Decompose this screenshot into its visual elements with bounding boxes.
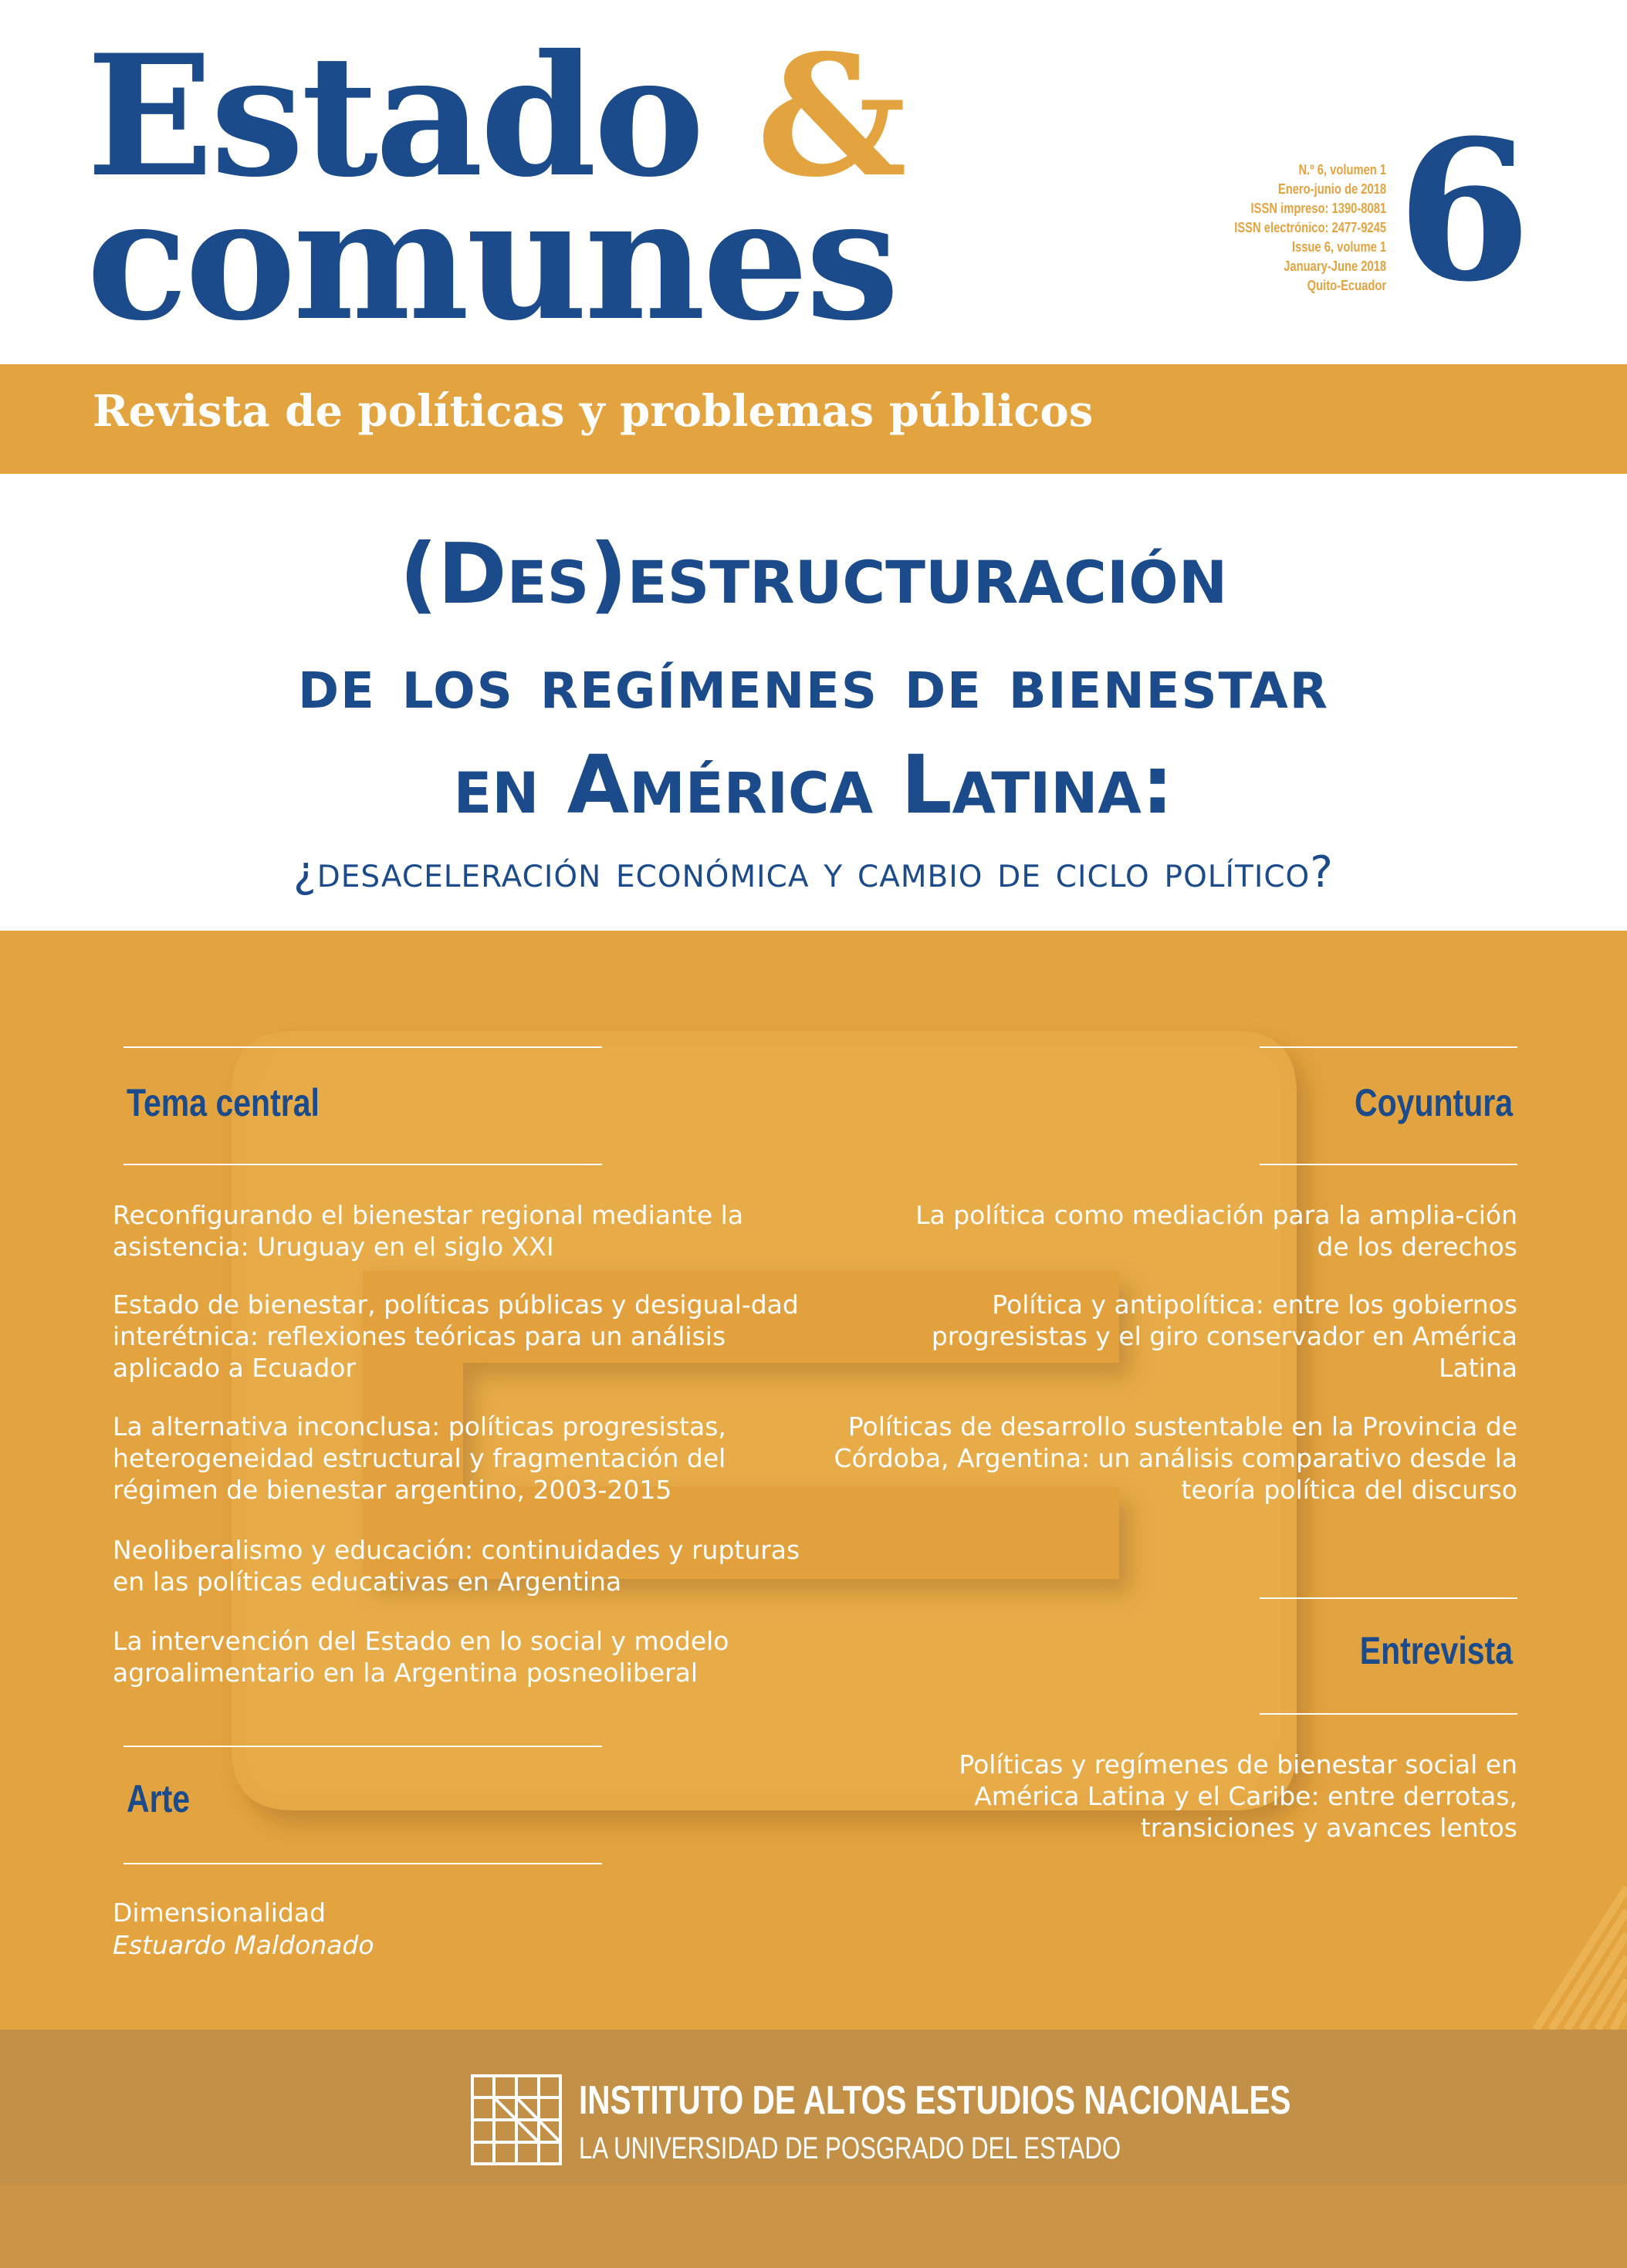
issue-info-line: ISSN electrónico: 2477-9245 bbox=[1234, 220, 1386, 235]
issue-title-line-2 bbox=[0, 642, 1627, 725]
institution-name: INSTITUTO DE ALTOS ESTUDIOS NACIONALES bbox=[579, 2078, 1291, 2123]
art-title: Dimensionalidad bbox=[113, 1898, 326, 1928]
logo-word-comunes: comunes bbox=[86, 161, 897, 357]
divider bbox=[123, 1046, 602, 1048]
art-author: Estuardo Maldonado bbox=[113, 1930, 374, 1960]
issue-subtitle-text: ¿desaceleración económica y cambio de ciclo político? bbox=[293, 847, 1334, 897]
issue-title-text: en América Latina: bbox=[453, 738, 1174, 832]
article-title: Reconfigurando el bienestar regional mediante la asistencia: Uruguay en el siglo XXI bbox=[113, 1200, 744, 1262]
issue-title-text: de los regímenes de bienestar bbox=[297, 642, 1330, 725]
divider bbox=[123, 1746, 602, 1747]
issue-title-line-3 bbox=[0, 738, 1627, 832]
iaen-grid-logo-icon bbox=[471, 2074, 562, 2165]
article-title: La política como mediación para la amplia-ción de los derechos bbox=[915, 1200, 1517, 1262]
corner-stripes bbox=[1536, 1888, 1627, 2030]
issue-info-line: ISSN impreso: 1390-8081 bbox=[1250, 201, 1386, 216]
section-heading-tema-central: Tema central bbox=[127, 1081, 320, 1124]
divider bbox=[1260, 1713, 1517, 1715]
issue-info-line: Quito-Ecuador bbox=[1307, 278, 1386, 293]
article-title: La intervención del Estado en lo social y modelo agroalimentario en la Argentina posneoliberal bbox=[113, 1626, 729, 1688]
divider bbox=[1260, 1597, 1517, 1599]
logo-ampersand: & bbox=[756, 18, 905, 214]
issue-title-line-1 bbox=[0, 526, 1627, 623]
section-heading-coyuntura: Coyuntura bbox=[1355, 1081, 1513, 1124]
divider bbox=[123, 1164, 602, 1165]
article-title: Estado de bienestar, políticas públicas y desigual-dad interétnica: reflexiones teóricas para un análisis aplicado a Ecuador bbox=[113, 1289, 799, 1383]
issue-info-line: N.º 6, volumen 1 bbox=[1298, 162, 1386, 177]
issue-number: 6 bbox=[1397, 97, 1531, 324]
divider bbox=[123, 1863, 602, 1864]
article-title: Neoliberalismo y educación: continuidades y rupturas en las políticas educativas en Argentina bbox=[113, 1535, 800, 1597]
journal-logo bbox=[86, 18, 905, 357]
institution-tagline: LA UNIVERSIDAD DE POSGRADO DEL ESTADO bbox=[579, 2131, 1121, 2165]
article-title: La alternativa inconclusa: políticas progresistas, heterogeneidad estructural y fragmentación del régimen de bienestar argentino, 2003-2015 bbox=[113, 1411, 726, 1505]
issue-info-line: Issue 6, volume 1 bbox=[1291, 239, 1386, 255]
article-title: Políticas y regímenes de bienestar social en América Latina y el Caribe: entre derrotas, transiciones y avances lentos bbox=[959, 1749, 1517, 1843]
divider bbox=[1260, 1046, 1517, 1048]
section-heading-entrevista: Entrevista bbox=[1359, 1629, 1513, 1672]
divider bbox=[1260, 1164, 1517, 1165]
logo-word-estado: Estado bbox=[86, 18, 757, 214]
issue-info-line: January-June 2018 bbox=[1284, 259, 1386, 274]
section-heading-arte: Arte bbox=[127, 1777, 191, 1820]
article-title: Política y antipolítica: entre los gobiernos progresistas y el giro conservador en América Latina bbox=[931, 1289, 1517, 1383]
issue-info bbox=[1201, 161, 1386, 296]
issue-info-line: Enero-junio de 2018 bbox=[1277, 181, 1386, 197]
journal-subtitle: Revista de políticas y problemas públicos bbox=[93, 386, 1094, 437]
issue-title-text: (Des)estructuración bbox=[399, 526, 1228, 623]
issue-subtitle bbox=[0, 847, 1627, 897]
article-title: Políticas de desarrollo sustentable en la Provincia de Córdoba, Argentina: un análisis comparativo desde la teoría política del discurso bbox=[834, 1411, 1517, 1505]
